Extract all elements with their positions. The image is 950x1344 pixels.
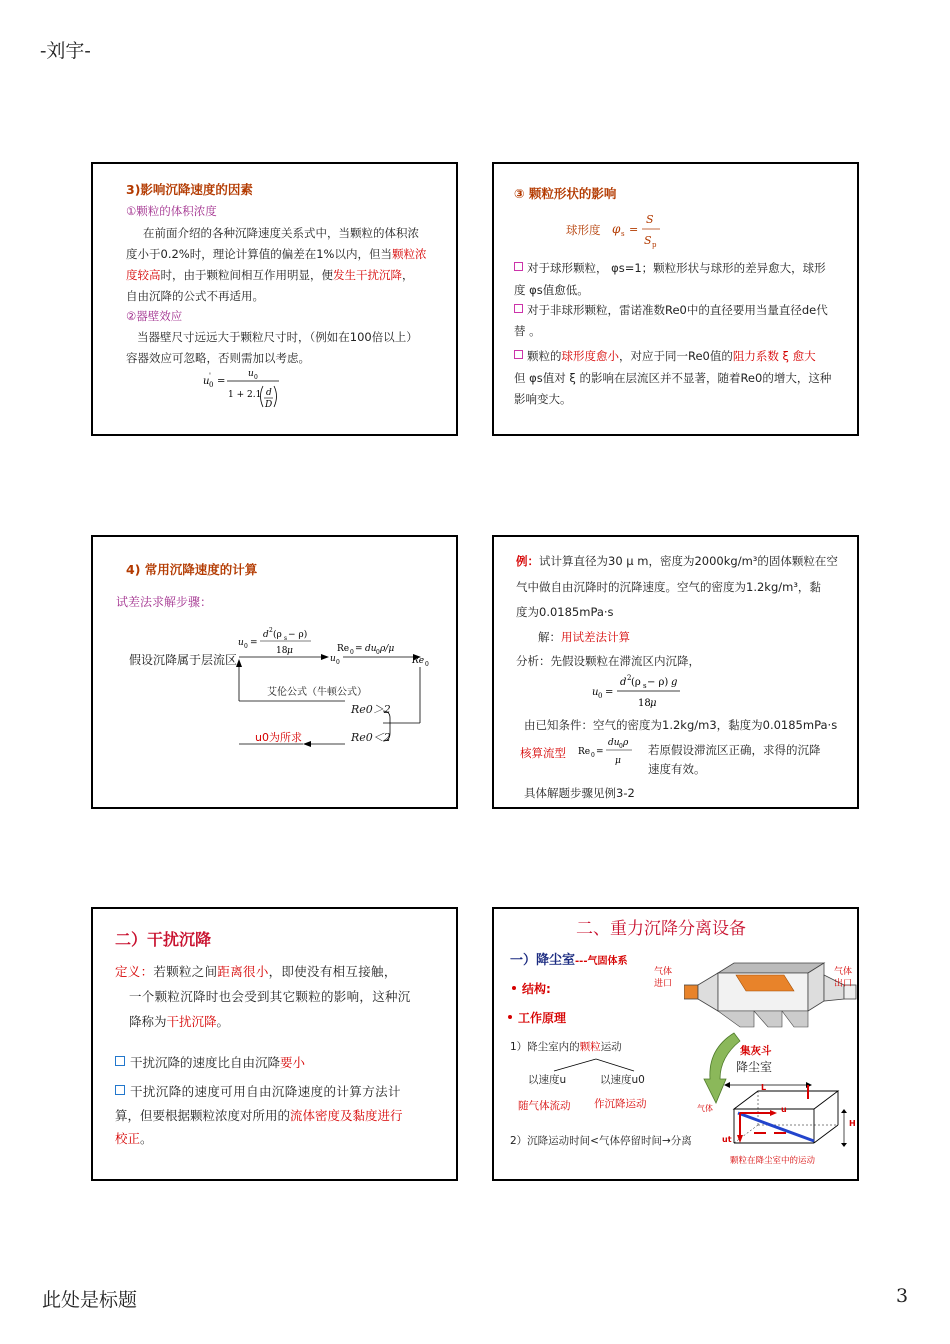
definition-line: 一个颗粒沉降时也会受到其它颗粒的影响，这种沉	[129, 989, 411, 1004]
bullet-line: 但 φs值对 ξ 的影响在层流区并不显著，随着Re0的增大，这种	[514, 371, 832, 385]
reynolds-formula	[578, 733, 642, 773]
particle-motion-line: 1）降尘室内的颗粒运动	[510, 1041, 622, 1053]
svg-text:u: u	[592, 687, 599, 698]
svg-text:(ρ: (ρ	[631, 677, 641, 688]
slide-title: 二、重力沉降分离设备	[576, 919, 746, 939]
subheading-concentration: ①颗粒的体积浓度	[126, 204, 217, 218]
svg-text:18: 18	[638, 698, 651, 709]
check-note: 速度有效。	[648, 762, 706, 776]
svg-text:d: d	[263, 630, 269, 640]
solution-line: 解：用试差法计算	[538, 630, 630, 644]
slide-settling-factors	[91, 162, 458, 436]
bullet-drag: 颗粒的球形度愈小，对应于同一Re0值的阻力系数 ξ 愈大	[514, 346, 816, 367]
svg-text:2: 2	[269, 627, 273, 634]
svg-text:g: g	[671, 677, 678, 688]
slide-title: 二）干扰沉降	[115, 930, 212, 949]
page-header: -刘宇-	[40, 40, 91, 62]
svg-text:d: d	[620, 677, 627, 688]
svg-text:s: s	[284, 635, 288, 642]
gas-inlet-label: 气体 进口	[654, 967, 673, 989]
example-line: 度为0.0185mPa·s	[516, 605, 614, 619]
page-number: 3	[896, 1285, 909, 1307]
svg-text:Re: Re	[412, 656, 425, 666]
dim-l: L	[761, 1083, 767, 1092]
svg-text:μ: μ	[650, 698, 657, 709]
svg-text:=: =	[596, 747, 604, 757]
speed-u: 以速度u	[528, 1074, 567, 1086]
follow-gas: 随气体流动	[518, 1100, 571, 1112]
svg-text:ρ: ρ	[623, 738, 629, 748]
u0-result: u0为所求	[255, 731, 302, 744]
svg-text:=: =	[250, 638, 258, 648]
example-line: 气中做自由沉降时的沉降速度。空气的密度为1.2kg/m³，黏	[516, 580, 821, 594]
svg-text:2: 2	[627, 674, 632, 682]
paragraph-line: 当器壁尺寸远远大于颗粒尺寸时，（例如在100倍以上）	[137, 330, 418, 344]
svg-text:μ: μ	[615, 756, 621, 766]
slide-title: 3)影响沉降速度的因素	[126, 182, 253, 197]
svg-text:0: 0	[336, 659, 340, 666]
bullet-square-icon	[115, 1085, 125, 1095]
svg-text:0: 0	[350, 649, 354, 656]
wall-effect-formula	[201, 364, 301, 414]
svg-text:φ: φ	[612, 222, 621, 236]
bullet-line: 替 。	[514, 324, 541, 338]
bullet-line: 校正。	[115, 1131, 153, 1146]
svg-text:S: S	[646, 213, 654, 226]
subheading-wall-effect: ②器壁效应	[126, 309, 183, 323]
svg-text:18: 18	[276, 646, 288, 656]
slide-settling-calc	[91, 535, 458, 809]
slide-title: ③ 颗粒形状的影响	[514, 186, 617, 201]
structure-label: 结构:	[512, 979, 551, 1000]
known-conditions: 由已知条件：空气的密度为1.2kg/m3，黏度为0.0185mPa·s	[524, 718, 838, 732]
bullet-square-icon	[514, 262, 523, 271]
definition-line: 定义：若颗粒之间距离很小，即使没有相互接触，	[115, 964, 397, 979]
dim-ut: ut	[722, 1135, 732, 1144]
svg-text:0: 0	[244, 643, 248, 650]
definition-line: 降称为干扰沉降。	[129, 1014, 230, 1029]
bullet-dot-icon	[508, 1015, 512, 1019]
bullet-dot-icon	[512, 986, 516, 990]
svg-text:s: s	[643, 682, 647, 690]
bullet-line: 影响变大。	[514, 392, 572, 406]
svg-text:u: u	[238, 638, 244, 648]
check-flow-label: 核算流型	[520, 746, 566, 760]
analysis-line: 分析：先假设颗粒在滞流区内沉降，	[516, 654, 700, 668]
sphericity-label: 球形度	[566, 223, 601, 237]
separation-condition: 2）沉降运动时间<气体停留时间→分离	[510, 1135, 692, 1147]
svg-text:=: =	[629, 223, 639, 236]
bullet-square-icon	[115, 1056, 125, 1066]
principle-label: 工作原理	[508, 1008, 566, 1029]
slide-title: 4) 常用沉降速度的计算	[126, 562, 258, 577]
example-line: 例：试计算直径为30 μ m，密度为2000kg/m³的固体颗粒在空	[516, 554, 838, 568]
bullet-speed: 干扰沉降的速度比自由沉降要小	[115, 1052, 305, 1073]
bullet-calc: 干扰沉降的速度可用自由沉降速度的计算方法计	[115, 1081, 401, 1102]
gas-outlet-label: 气体 出口	[834, 967, 853, 989]
svg-text:Re: Re	[337, 644, 350, 654]
svg-text:0: 0	[619, 743, 623, 750]
svg-text:s: s	[621, 230, 625, 238]
chamber-label: 降尘室	[736, 1060, 773, 1074]
settling-chamber-sketch	[684, 961, 859, 1031]
steps-reference: 具体解题步骤见例3-2	[524, 786, 635, 800]
svg-text:− ρ): − ρ)	[288, 630, 308, 640]
svg-text:': '	[209, 372, 211, 380]
svg-text:D: D	[265, 400, 273, 410]
bullet-line: 度 φs值愈低。	[514, 283, 589, 297]
svg-text:=: =	[217, 376, 226, 387]
svg-text:μ: μ	[287, 646, 293, 656]
trial-method-heading: 试差法求解步骤：	[116, 595, 213, 609]
bullet-spherical: 对于球形颗粒， φs=1；颗粒形状与球形的差异愈大，球形	[514, 258, 826, 279]
paragraph-line: 在前面介绍的各种沉降速度关系式中，当颗粒的体积浓	[143, 226, 419, 240]
bullet-square-icon	[514, 350, 523, 359]
svg-text:u: u	[203, 376, 210, 387]
check-note: 若原假设滞流区正确，求得的沉降	[648, 743, 821, 757]
svg-text:p: p	[652, 241, 657, 249]
slide-gravity-equipment	[492, 907, 859, 1181]
gas-label: 气体	[697, 1104, 713, 1113]
hopper-label: 集灰斗	[740, 1045, 772, 1057]
motion-branch-lines	[534, 1057, 674, 1077]
speed-u0: 以速度u0	[600, 1074, 645, 1086]
svg-text:du: du	[608, 738, 620, 748]
slide-hindered-settling	[91, 907, 458, 1181]
settling-motion: 作沉降运动	[594, 1098, 647, 1110]
svg-text:− ρ): − ρ)	[647, 677, 669, 688]
allen-formula-label: 艾伦公式（牛顿公式）	[267, 687, 367, 698]
settling-chamber-heading: 一）降尘室---气固体系	[510, 953, 628, 968]
svg-text:d: d	[266, 388, 272, 398]
svg-text:=: =	[605, 687, 614, 698]
stokes-formula	[590, 671, 690, 713]
bullet-line: 算，但要根据颗粒浓度对所用的流体密度及黏度进行	[115, 1108, 403, 1123]
dim-u: u	[781, 1105, 787, 1114]
paragraph-line: 度较高时，由于颗粒间相互作用明显，便发生干扰沉降，	[126, 268, 414, 282]
svg-text:S: S	[644, 234, 652, 247]
paragraph-line: 容器效应可忽略，否则需加以考虑。	[126, 351, 310, 365]
svg-text:0: 0	[254, 374, 258, 381]
re-less-two: Re0＜2	[351, 731, 391, 744]
svg-text:(ρ: (ρ	[273, 630, 282, 640]
re-greater-two: Re0＞2	[351, 703, 391, 716]
svg-text:u: u	[330, 654, 336, 664]
svg-text:1 + 2.1: 1 + 2.1	[228, 390, 262, 400]
bullet-nonspherical: 对于非球形颗粒，雷诺准数Re0中的直径要用当量直径de代	[514, 300, 828, 321]
paragraph-line: 自由沉降的公式不再适用。	[126, 289, 264, 303]
slide-example	[492, 535, 859, 809]
assume-laminar: 假设沉降属于层流区	[129, 653, 238, 667]
slide-particle-shape	[492, 162, 859, 436]
dim-h: H	[849, 1119, 856, 1128]
svg-text:du: du	[365, 644, 377, 654]
sphericity-formula	[612, 208, 672, 252]
paragraph-line: 度小于0.2%时，理论计算值的偏差在1%以内，但当颗粒浓	[126, 247, 427, 261]
svg-text:0: 0	[376, 649, 380, 656]
svg-text:0: 0	[425, 661, 429, 668]
trajectory-caption: 颗粒在降尘室中的运动	[730, 1156, 816, 1166]
svg-text:ρ/μ: ρ/μ	[380, 644, 395, 654]
svg-text:0: 0	[591, 752, 595, 759]
svg-text:0: 0	[598, 692, 603, 700]
bullet-square-icon	[514, 304, 523, 313]
svg-text:0: 0	[209, 381, 214, 389]
page-footer: 此处是标题	[42, 1289, 138, 1311]
svg-text:=: =	[355, 644, 363, 654]
svg-text:Re: Re	[578, 747, 591, 757]
svg-text:u: u	[248, 369, 254, 379]
